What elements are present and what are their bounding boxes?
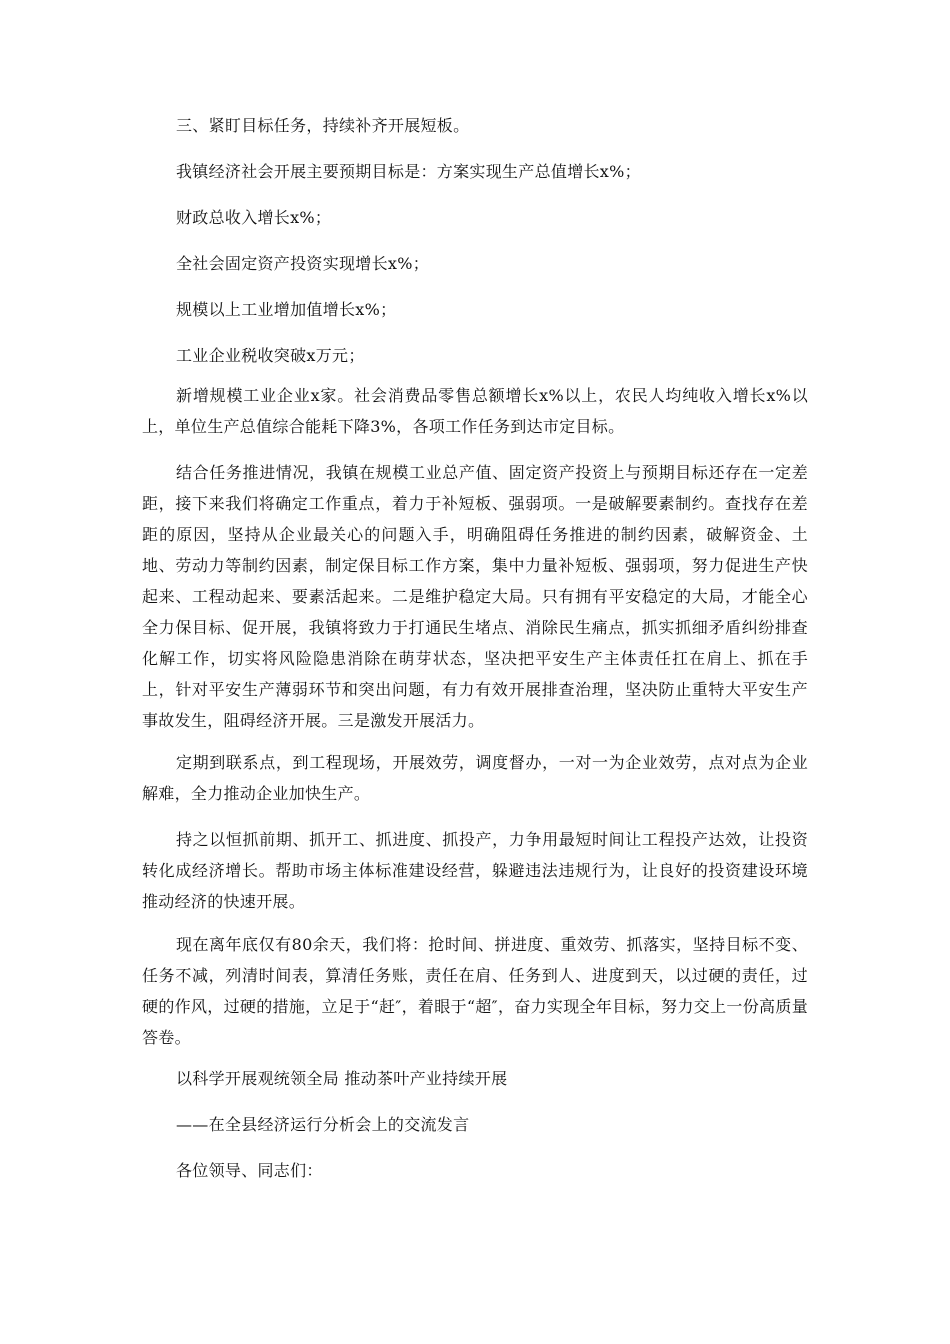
paragraph-investment-target: 全社会固定资产投资实现增长x%； xyxy=(176,254,430,273)
paragraph-project-push: 持之以恒抓前期、抓开工、抓进度、抓投产，力争用最短时间让工程投产达效，让投资转化成经济增长。帮助市场主体标准建设经营，躲避违法违规行为，让良好的投资建设环境推动经济的快速开展。 xyxy=(142,830,808,911)
speech-subtitle: ——在全县经济运行分析会上的交流发言 xyxy=(176,1115,470,1134)
paragraph-fiscal-target: 财政总收入增长x%； xyxy=(176,208,332,227)
paragraph-industry-target: 规模以上工业增加值增长x%； xyxy=(176,300,397,319)
paragraph-year-end: 现在离年底仅有80余天，我们将：抢时间、拼进度、重效劳、抓落实，坚持目标不变、任务不减，列清时间表，算清任务账，责任在肩、任务到人、进度到天，以过硬的责任，过硬的作风，过硬的措施，立足于“赶″，着眼于“超″，奋力实现全年目标，努力交上一份高质量答卷。 xyxy=(142,935,808,1047)
paragraph-new-enterprises: 新增规模工业企业x家。社会消费品零售总额增长x%以上，农民人均纯收入增长x%以上，单位生产总值综合能耗下降3%，各项工作任务到达市定目标。 xyxy=(142,386,808,436)
paragraph-progress-measures: 结合任务推进情况，我镇在规模工业总产值、固定资产投资上与预期目标还存在一定差距，接下来我们将确定工作重点，着力于补短板、强弱项。一是破解要素制约。查找存在差距的原因，坚持从企业最关心的问题入手，明确阻碍任务推进的制约因素，破解资金、土地、劳动力等制约因素，制定保目标工作方案，集中力量补短板、强弱项，努力促进生产快起来、工程动起来、要素活起来。二是维护稳定大局。只有拥有平安稳定的大局，才能全心全力保目标、促开展，我镇将致力于打通民生堵点、消除民生痛点，抓实抓细矛盾纠纷排查化解工作，切实将风险隐患消除在萌芽状态，坚决把平安生产主体责任扛在肩上、抓在手上，针对平安生产薄弱环节和突出问题，有力有效开展排查治理，坚决防止重特大平安生产事故发生，阻碍经济开展。三是激发开展活力。 xyxy=(142,463,808,730)
paragraph-service: 定期到联系点，到工程现场，开展效劳，调度督办，一对一为企业效劳，点对点为企业解难，全力推动企业加快生产。 xyxy=(142,753,808,803)
speech-title: 以科学开展观统领全局 推动茶叶产业持续开展 xyxy=(176,1069,508,1088)
salutation: 各位领导、同志们： xyxy=(176,1161,323,1180)
section-heading: 三、紧盯目标任务，持续补齐开展短板。 xyxy=(176,116,470,135)
paragraph-targets-intro: 我镇经济社会开展主要预期目标是：方案实现生产总值增长x%； xyxy=(176,162,641,181)
paragraph-tax-target: 工业企业税收突破x万元； xyxy=(176,346,365,365)
